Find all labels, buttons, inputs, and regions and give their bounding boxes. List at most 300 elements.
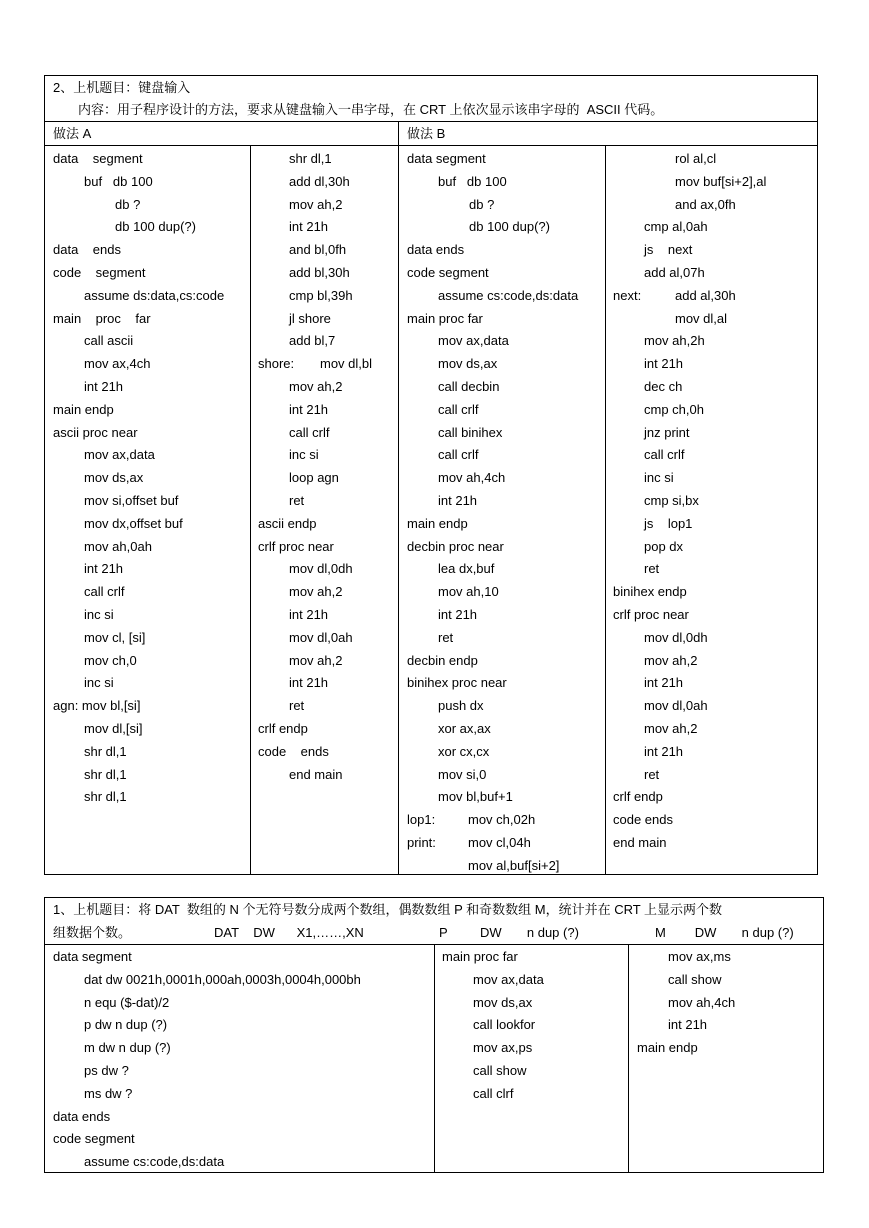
code-line	[637, 1039, 822, 1062]
code-text: shr dl,1	[84, 766, 127, 782]
code-text: call crlf	[438, 401, 479, 417]
code-text: mov ah,2	[289, 378, 343, 394]
code-text: db 100 dup(?)	[115, 219, 196, 235]
code-line	[53, 606, 248, 629]
code-line	[53, 743, 248, 766]
code-column	[442, 948, 626, 1108]
code-line	[442, 1062, 626, 1085]
code-text: ret	[289, 698, 305, 714]
code-line	[442, 1039, 626, 1062]
code-line	[53, 492, 248, 515]
code-line	[258, 766, 396, 789]
code-text: data ends	[53, 1108, 111, 1124]
code-line	[258, 401, 396, 424]
code-line	[258, 446, 396, 469]
code-line	[53, 287, 248, 310]
code-text: inc si	[644, 470, 674, 486]
code-text: data ends	[53, 242, 121, 258]
code-line	[613, 287, 816, 310]
code-line	[53, 1153, 431, 1176]
code-text: main proc far	[53, 310, 151, 326]
section2-center-divider	[398, 121, 399, 875]
code-text: agn: mov bl,[si]	[53, 698, 141, 714]
code-text: mov dx,offset buf	[84, 515, 183, 531]
code-column	[637, 948, 822, 1062]
code-text: ascii proc near	[53, 424, 138, 440]
code-text: mov ax,4ch	[84, 356, 151, 372]
code-text: data ends	[407, 242, 465, 258]
code-text: mov ah,4ch	[668, 994, 736, 1010]
code-line	[407, 401, 603, 424]
code-text: js lop1	[644, 515, 693, 531]
code-text: binihex proc near	[407, 675, 507, 691]
m-declaration: M DW n dup (?)	[655, 925, 794, 940]
code-text: mov ax,data	[473, 971, 544, 987]
code-text: db 100 dup(?)	[469, 219, 550, 235]
code-line	[53, 560, 248, 583]
code-line	[407, 332, 603, 355]
code-text: push dx	[438, 698, 484, 714]
code-text: main endp	[407, 515, 468, 531]
code-line	[53, 538, 248, 561]
code-line	[407, 834, 603, 857]
code-text: end main	[613, 834, 667, 850]
code-text: mov dl,bl	[320, 356, 373, 372]
code-text: n equ ($-dat)/2	[84, 994, 170, 1010]
code-text: add dl,30h	[289, 173, 350, 189]
code-text: ret	[644, 561, 660, 577]
code-text: js next	[644, 242, 693, 258]
code-line	[53, 355, 248, 378]
code-text: ret	[644, 766, 660, 782]
code-line	[407, 150, 603, 173]
code-text: mov ax,data	[438, 333, 509, 349]
code-line	[407, 241, 603, 264]
code-line	[613, 652, 816, 675]
code-text: decbin proc near	[407, 538, 504, 554]
code-line	[407, 788, 603, 811]
code-text: call decbin	[438, 378, 500, 394]
code-line	[407, 173, 603, 196]
code-text: int 21h	[84, 378, 124, 394]
code-text: main proc far	[407, 310, 483, 326]
code-line	[258, 378, 396, 401]
code-line	[258, 264, 396, 287]
code-line	[407, 674, 603, 697]
code-line	[258, 310, 396, 333]
code-line	[407, 857, 603, 880]
section2-header-divider	[44, 121, 818, 122]
section2-method-divider	[44, 145, 818, 146]
code-line	[407, 196, 603, 219]
p-declaration: P DW n dup (?)	[439, 925, 579, 940]
code-text: add al,07h	[644, 264, 705, 280]
code-line	[53, 173, 248, 196]
code-text: ms dw ?	[84, 1085, 133, 1101]
code-text: jnz print	[644, 424, 690, 440]
code-line	[407, 766, 603, 789]
code-text: data segment	[53, 151, 143, 166]
method-a-header: 做法 A	[53, 126, 92, 141]
code-line	[442, 971, 626, 994]
code-line	[258, 196, 396, 219]
code-text: mov ah,0ah	[84, 538, 152, 554]
code-line	[613, 583, 816, 606]
code-line	[258, 674, 396, 697]
code-text: int 21h	[644, 743, 684, 759]
code-text: inc si	[84, 675, 114, 691]
code-text: mov ch,0	[84, 652, 137, 668]
code-line	[613, 173, 816, 196]
code-line	[637, 971, 822, 994]
code-text: mov dl,0ah	[289, 629, 353, 645]
code-line	[613, 743, 816, 766]
code-text: dec ch	[644, 378, 683, 394]
code-text: mov ah,4ch	[438, 470, 506, 486]
code-text: mov si,offset buf	[84, 492, 179, 508]
code-text: crlf proc near	[258, 538, 334, 554]
code-text: call clrf	[473, 1085, 514, 1101]
code-line	[53, 241, 248, 264]
code-column	[53, 150, 248, 811]
code-line	[407, 492, 603, 515]
code-text: call lookfor	[473, 1017, 536, 1033]
code-text: code ends	[258, 743, 329, 759]
code-column	[613, 150, 816, 857]
code-text: cmp bl,39h	[289, 287, 353, 303]
code-label: next:	[613, 287, 642, 303]
code-line	[258, 424, 396, 447]
code-text: shr dl,1	[84, 789, 127, 805]
code-text: mov ax,ps	[473, 1040, 533, 1056]
code-text: data segment	[53, 949, 132, 964]
code-line	[258, 287, 396, 310]
code-text: int 21h	[289, 606, 329, 622]
code-line	[258, 355, 396, 378]
code-line	[613, 150, 816, 173]
code-text: jl shore	[289, 310, 331, 326]
method-b-header: 做法 B	[407, 126, 446, 141]
code-text: db ?	[115, 196, 141, 212]
code-text: mov dl,0dh	[644, 629, 708, 645]
code-line	[637, 948, 822, 971]
code-text: cmp si,bx	[644, 492, 699, 508]
code-line	[53, 332, 248, 355]
code-text: int 21h	[289, 675, 329, 691]
code-line	[53, 310, 248, 333]
code-text: int 21h	[644, 356, 684, 372]
code-line	[258, 241, 396, 264]
code-line	[53, 218, 248, 241]
code-line	[53, 1016, 431, 1039]
code-line	[407, 697, 603, 720]
code-line	[53, 401, 248, 424]
section2-title: 2、上机题目：键盘输入	[53, 80, 191, 95]
code-text: pop dx	[644, 538, 684, 554]
code-line	[53, 515, 248, 538]
code-line	[613, 811, 816, 834]
code-column	[407, 150, 603, 880]
code-text: mov ah,10	[438, 584, 499, 600]
code-line	[53, 196, 248, 219]
code-text: int 21h	[668, 1017, 708, 1033]
code-line	[53, 720, 248, 743]
code-label: lop1:	[407, 812, 436, 828]
code-line	[407, 310, 603, 333]
code-label: shore:	[258, 356, 295, 372]
code-line	[613, 378, 816, 401]
code-text: int 21h	[84, 561, 124, 577]
code-line	[613, 492, 816, 515]
code-line	[613, 424, 816, 447]
code-text: m dw n dup (?)	[84, 1040, 171, 1056]
code-text: cmp ch,0h	[644, 401, 704, 417]
code-line	[258, 218, 396, 241]
code-line	[407, 606, 603, 629]
code-line	[53, 948, 431, 971]
code-line	[53, 652, 248, 675]
code-line	[613, 606, 816, 629]
code-line	[613, 196, 816, 219]
code-line	[407, 424, 603, 447]
code-text: call crlf	[438, 447, 479, 463]
section1-title: 1、上机题目：将 DAT 数组的 N 个无符号数分成两个数组，偶数数组 P 和奇数数组 M，统计并在 CRT 上显示两个数	[53, 902, 723, 917]
code-line	[407, 378, 603, 401]
code-line	[407, 811, 603, 834]
code-line	[613, 310, 816, 333]
code-line	[442, 994, 626, 1017]
code-text: mov ds,ax	[438, 356, 498, 372]
code-text: mov dl,0ah	[644, 698, 708, 714]
code-text: p dw n dup (?)	[84, 1017, 168, 1033]
code-text: main endp	[637, 1040, 698, 1056]
code-line	[53, 583, 248, 606]
code-text: mov ah,2	[289, 584, 343, 600]
code-column	[53, 948, 431, 1176]
code-text: decbin endp	[407, 652, 478, 668]
code-text: and bl,0fh	[289, 242, 347, 258]
code-line	[613, 446, 816, 469]
code-line	[613, 401, 816, 424]
code-line	[53, 697, 248, 720]
code-text: main proc far	[442, 949, 518, 964]
code-line	[258, 652, 396, 675]
code-text: ret	[438, 629, 454, 645]
code-text: assume cs:code,ds:data	[84, 1154, 225, 1170]
code-text: ret	[289, 492, 305, 508]
code-line	[613, 355, 816, 378]
code-text: int 21h	[644, 675, 684, 691]
code-text: buf db 100	[84, 173, 153, 189]
code-line	[258, 492, 396, 515]
dat-declaration: DAT DW X1,……,XN	[214, 925, 364, 940]
code-text: int 21h	[438, 492, 478, 508]
code-line	[613, 766, 816, 789]
code-line	[53, 994, 431, 1017]
code-line	[53, 424, 248, 447]
code-text: inc si	[84, 606, 114, 622]
section2-col-divider-a	[250, 145, 251, 875]
code-line	[613, 332, 816, 355]
section1-col-divider-b	[628, 944, 629, 1173]
code-line	[407, 743, 603, 766]
code-text: add bl,7	[289, 333, 336, 349]
code-line	[258, 538, 396, 561]
code-line	[407, 515, 603, 538]
code-text: code segment	[53, 264, 146, 280]
code-text: mov si,0	[438, 766, 487, 782]
code-line	[613, 560, 816, 583]
code-text: xor ax,ax	[438, 720, 491, 736]
code-line	[258, 173, 396, 196]
section1-col-divider-a	[434, 944, 435, 1173]
code-text: shr dl,1	[84, 743, 127, 759]
code-line	[53, 378, 248, 401]
code-line	[407, 469, 603, 492]
code-line	[258, 583, 396, 606]
code-text: mov cl, [si]	[84, 629, 146, 645]
code-text: code ends	[613, 812, 673, 828]
code-line	[258, 332, 396, 355]
code-text: assume ds:data,cs:code	[84, 287, 225, 303]
code-line	[407, 446, 603, 469]
code-text: add al,30h	[675, 287, 736, 303]
code-line	[258, 515, 396, 538]
code-text: main endp	[53, 401, 114, 417]
code-text: crlf endp	[258, 720, 308, 736]
code-text: assume cs:code,ds:data	[438, 287, 579, 303]
section2-content: 内容：用子程序设计的方法，要求从键盘输入一串字母，在 CRT 上依次显示该串字母的 ASCII 代码。	[78, 102, 664, 117]
code-text: binihex endp	[613, 584, 687, 600]
code-text: mov bl,buf+1	[438, 789, 513, 805]
code-text: rol al,cl	[675, 151, 717, 166]
code-line	[53, 446, 248, 469]
code-text: crlf proc near	[613, 606, 689, 622]
code-line	[53, 1108, 431, 1131]
code-text: mov ah,2	[644, 720, 698, 736]
code-line	[258, 150, 396, 173]
code-line	[407, 560, 603, 583]
code-text: inc si	[289, 447, 319, 463]
code-line	[613, 674, 816, 697]
code-text: mov ch,02h	[468, 812, 536, 828]
code-line	[637, 994, 822, 1017]
code-text: crlf endp	[613, 789, 663, 805]
code-line	[613, 697, 816, 720]
code-text: dat dw 0021h,0001h,000ah,0003h,0004h,000bh	[84, 971, 361, 987]
code-column	[258, 150, 396, 788]
code-text: call crlf	[84, 584, 125, 600]
code-line	[613, 241, 816, 264]
code-text: call crlf	[289, 424, 330, 440]
code-text: mov ah,2h	[644, 333, 705, 349]
code-line	[442, 1085, 626, 1108]
code-line	[407, 629, 603, 652]
code-text: mov ah,2	[644, 652, 698, 668]
code-line	[53, 264, 248, 287]
code-line	[53, 629, 248, 652]
code-text: ascii endp	[258, 515, 317, 531]
code-text: code segment	[53, 1131, 135, 1147]
code-text: mov buf[si+2],al	[675, 173, 767, 189]
code-line	[258, 560, 396, 583]
code-line	[637, 1016, 822, 1039]
code-line	[53, 150, 248, 173]
code-line	[53, 1085, 431, 1108]
code-text: code segment	[407, 264, 489, 280]
code-line	[407, 583, 603, 606]
code-line	[407, 264, 603, 287]
code-text: loop agn	[289, 470, 339, 486]
code-line	[442, 1016, 626, 1039]
code-text: mov ah,2	[289, 652, 343, 668]
code-line	[407, 287, 603, 310]
code-text: mov cl,04h	[468, 834, 531, 850]
code-line	[407, 652, 603, 675]
code-line	[613, 264, 816, 287]
code-text: add bl,30h	[289, 264, 350, 280]
code-line	[442, 948, 626, 971]
code-text: data segment	[407, 151, 486, 166]
code-line	[53, 971, 431, 994]
code-text: db ?	[469, 196, 495, 212]
code-text: call ascii	[84, 333, 134, 349]
code-text: mov dl,al	[675, 310, 728, 326]
code-text: mov ds,ax	[473, 994, 533, 1010]
code-line	[53, 1039, 431, 1062]
code-text: call binihex	[438, 424, 503, 440]
code-line	[407, 538, 603, 561]
code-line	[407, 720, 603, 743]
code-text: mov dl,[si]	[84, 720, 143, 736]
code-line	[613, 538, 816, 561]
code-text: end main	[289, 766, 343, 782]
section2-col-divider-b	[605, 145, 606, 875]
code-line	[53, 1062, 431, 1085]
code-text: ps dw ?	[84, 1062, 129, 1078]
code-text: shr dl,1	[289, 151, 332, 166]
code-line	[258, 606, 396, 629]
code-line	[258, 720, 396, 743]
code-line	[613, 720, 816, 743]
code-line	[613, 218, 816, 241]
code-line	[258, 743, 396, 766]
section1-subtitle: 组数据个数。	[53, 925, 132, 940]
code-text: call show	[668, 971, 722, 987]
code-line	[53, 766, 248, 789]
code-text: call show	[473, 1062, 527, 1078]
code-text: mov dl,0dh	[289, 561, 353, 577]
code-text: mov ds,ax	[84, 470, 144, 486]
code-text: mov ah,2	[289, 196, 343, 212]
code-line	[613, 469, 816, 492]
code-label: print:	[407, 834, 436, 850]
code-line	[53, 1130, 431, 1153]
code-text: cmp al,0ah	[644, 219, 708, 235]
code-text: and ax,0fh	[675, 196, 736, 212]
code-line	[407, 218, 603, 241]
code-line	[258, 629, 396, 652]
code-text: int 21h	[438, 606, 478, 622]
code-text: lea dx,buf	[438, 561, 495, 577]
code-line	[407, 355, 603, 378]
code-line	[613, 515, 816, 538]
code-text: buf db 100	[438, 173, 507, 189]
code-line	[613, 834, 816, 857]
code-text: int 21h	[289, 219, 329, 235]
code-line	[613, 629, 816, 652]
code-line	[53, 788, 248, 811]
